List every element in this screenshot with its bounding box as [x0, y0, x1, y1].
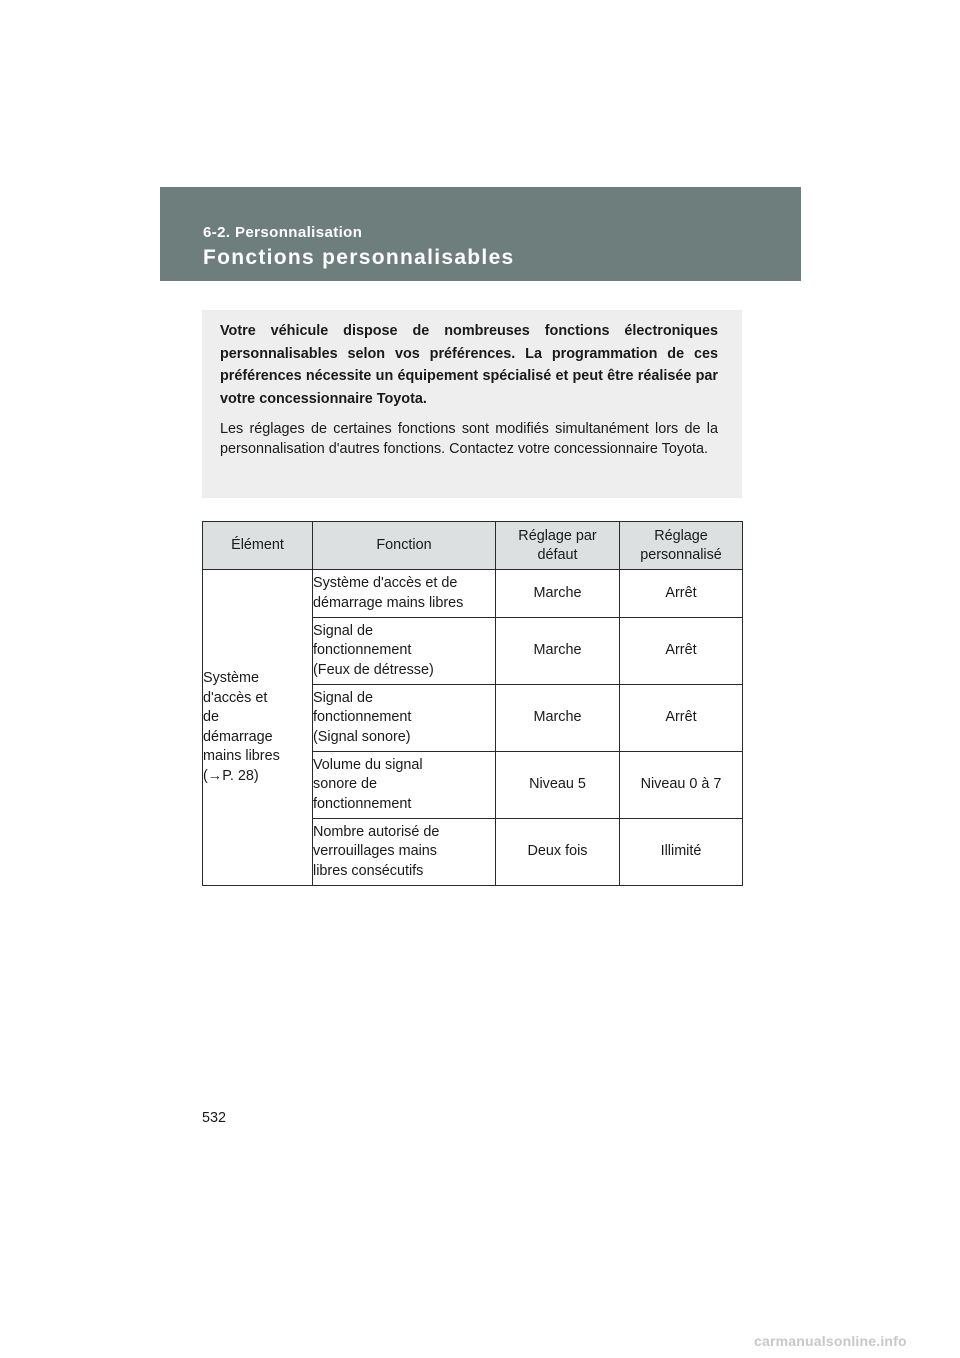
function-line: démarrage mains libres	[313, 594, 464, 611]
item-line: Système	[203, 670, 259, 686]
header-custom-line: Réglage personnalisé	[640, 527, 722, 563]
function-line: fonctionnement	[313, 709, 412, 726]
default-cell: Marche	[496, 570, 620, 618]
item-ref-page: P. 28)	[222, 767, 259, 784]
arrow-right-icon: →	[207, 767, 223, 784]
item-cell	[203, 570, 313, 886]
function-line: fonctionnement	[313, 642, 412, 659]
header-function: Fonction	[313, 522, 496, 570]
function-cell	[313, 752, 496, 819]
default-cell: Marche	[496, 618, 620, 685]
function-line: Signal de	[313, 622, 374, 639]
function-line: Système d'accès et de	[313, 575, 458, 591]
header-item: Élément	[203, 522, 313, 570]
intro-normal-paragraph: Les réglages de certaines fonctions sont modifiés simultanément lors de la personnalisation d'autres fonctions. Contactez votre concessionnaire Toyota.	[220, 421, 718, 457]
function-cell	[313, 685, 496, 752]
item-line: d'accès et	[203, 689, 268, 706]
function-line: Signal de	[313, 689, 374, 706]
header-default	[496, 522, 620, 570]
watermark: carmanualsonline.info	[754, 1333, 907, 1349]
item-line: mains libres	[203, 748, 280, 764]
item-line: démarrage	[203, 728, 273, 745]
intro-bold-paragraph: Votre véhicule dispose de nombreuses fonctions électroniques personnalisables selon vos préférences. La programmation de ces préférences nécessite un équipement spécialisé et peut être réalisée par votre concessionnaire Toyota.	[220, 323, 718, 407]
custom-cell: Illimité	[620, 819, 743, 886]
function-line: Volume du signal	[313, 756, 423, 773]
custom-cell: Arrêt	[620, 618, 743, 685]
function-line: sonore de	[313, 776, 378, 793]
function-line: (Signal sonore)	[313, 728, 411, 745]
function-line: verrouillages mains	[313, 843, 437, 860]
function-line: Nombre autorisé de	[313, 823, 440, 840]
default-cell: Niveau 5	[496, 752, 620, 819]
function-cell	[313, 819, 496, 886]
header-custom	[620, 522, 743, 570]
item-line: de	[203, 709, 220, 725]
default-cell: Marche	[496, 685, 620, 752]
header-default-line: Réglage par défaut	[518, 527, 597, 563]
header-band	[160, 187, 801, 281]
function-line: (Feux de détresse)	[313, 661, 434, 678]
table-header-row	[203, 522, 743, 570]
table-row	[203, 570, 743, 618]
page-title: Fonctions personnalisables	[203, 246, 515, 269]
function-cell	[313, 618, 496, 685]
function-cell	[313, 570, 496, 618]
custom-cell: Arrêt	[620, 685, 743, 752]
intro-box	[202, 310, 742, 498]
function-line: fonctionnement	[313, 795, 412, 812]
settings-table	[202, 521, 743, 886]
item-reference: (→P. 28)	[203, 767, 259, 784]
default-cell: Deux fois	[496, 819, 620, 886]
custom-cell: Arrêt	[620, 570, 743, 618]
page-number: 532	[202, 1110, 227, 1126]
section-label: 6-2. Personnalisation	[203, 224, 363, 241]
function-line: libres consécutifs	[313, 862, 424, 879]
custom-cell: Niveau 0 à 7	[620, 752, 743, 819]
